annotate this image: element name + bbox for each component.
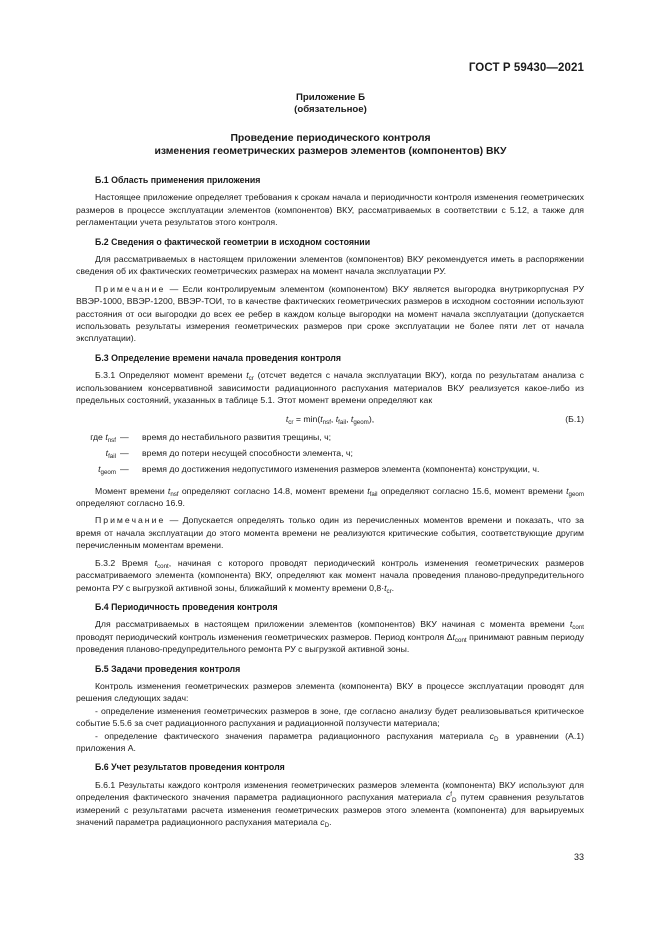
section-heading-b5: Б.5 Задачи проведения контроля bbox=[95, 663, 241, 674]
page-number: 33 bbox=[573, 852, 584, 862]
paragraph: Настоящее приложение определяет требования к срокам начала и периодичности контроля изменения геометрических размеров в процессе эксплуатации элементов (компонентов) ВКУ, рассматриваемых в соответствии с 5.12, а также для регламентации учета результатов этого контроля. bbox=[76, 192, 584, 228]
definition-row: где $t_{nsf}$ — время до нестабильного развития трещины, ч; bbox=[90, 431, 332, 444]
annex-label: Приложение Б bbox=[296, 92, 365, 103]
annex-title-line-1: Проведение периодического контроля bbox=[230, 133, 431, 144]
section-heading-b2: Б.2 Сведения о фактической геометрии в исходном состоянии bbox=[95, 236, 371, 247]
annex-title-line-2: изменения геометрических размеров элементов (компонентов) ВКУ bbox=[154, 146, 507, 157]
annex-header bbox=[0, 92, 661, 116]
section-heading-b1: Б.1 Область применения приложения bbox=[95, 175, 261, 185]
annex-status: (обязательное) bbox=[294, 104, 367, 115]
note-label: Примечание bbox=[95, 283, 166, 294]
paragraph: Для рассматриваемых в настоящем приложении элементов (компонентов) ВКУ рекомендуется иметь в распоряжении сведения об их фактических геометрических размерах на момент начала эксплуатации РУ. bbox=[76, 254, 584, 277]
note-label: Примечание bbox=[95, 515, 166, 526]
formula-b1 bbox=[76, 413, 584, 426]
annex-body bbox=[76, 174, 584, 828]
section-heading-b4: Б.4 Периодичность проведения контроля bbox=[95, 601, 278, 612]
definition-row: $t_{fail}$ — время до потери несущей способности элемента, ч; bbox=[105, 447, 353, 460]
section-heading-b6: Б.6 Учет результатов проведения контроля bbox=[95, 762, 285, 773]
section-heading-b3: Б.3 Определение времени начала проведения контроля bbox=[95, 352, 342, 363]
document-code: ГОСТ Р 59430—2021 bbox=[468, 62, 584, 74]
formula-expression: $t_{cr} = \min(t_{nsf}$, $t_{fail}$, $t_{geom}$), bbox=[285, 413, 375, 426]
formula-number: (Б.1) bbox=[565, 413, 584, 424]
definition-row: $t_{geom}$ — время до достижения недопустимого изменения размеров элемента (компонента) конструкции, ч. bbox=[98, 464, 540, 477]
list-item: - определение фактического значения параметра радиационного распухания материала $c_D$ в уравнении (А.1) приложения А. bbox=[76, 730, 584, 753]
note: Примечание — Допускается определять только один из перечисленных моментов времени и показать, что за время от начала эксплуатации до этого момента времени не реализуются критические события, соответствующие другим перечисленным моментам времени. bbox=[76, 515, 584, 551]
paragraph: Момент времени $t_{nsf}$ определяют согласно 14.8, момент времени $t_{fail}$ определяют согласно 15.6, момент времени $t_{geom}$ определяют согласно 16.9. bbox=[76, 485, 585, 509]
paragraph: Б.3.2 Время $t_{cont}$, начиная с которого проводят периодический контроль изменения геометрических размеров рассматриваемого элемента (компонента) ВКУ, определяют как момент начала проведения планово-предупредительного ремонта РУ с выгрузкой активной зоны, ближайший к моменту времени $0,8\cdot t_{cr}$. bbox=[76, 557, 584, 595]
paragraph: Для рассматриваемых в настоящем приложении элементов (компонентов) ВКУ начиная с момента времени $t_{cont}$ проводят периодический контроль изменения геометрических размеров. Период контроля $\Delta t_{cont}$ принимают равным периоду проведения планово-предупредительного ремонта РУ с выгрузкой активной зоны. bbox=[76, 619, 584, 655]
annex-title bbox=[0, 132, 661, 158]
list-item: - определение изменения геометрических размеров в зоне, где согласно анализу будет реализовываться критическое событие 5.5.6 за счет радиационного распухания и радиационной ползучести материала; bbox=[76, 705, 584, 729]
paragraph: Контроль изменения геометрических размеров элемента (компонента) ВКУ в процессе эксплуатации проводят для решения следующих задач: bbox=[76, 680, 584, 704]
paragraph: Б.3.1 Определяют момент времени $t_{cr}$ (отсчет ведется с начала эксплуатации ВКУ), когда по результатам анализа с использованием консервативной зависимости радиационного распухания материалов ВКУ реализуется какое-либо из предельных состояний, указанных в таблице 5.1. Этот момент времени определяют как bbox=[76, 370, 585, 406]
paragraph: Б.6.1 Результаты каждого контроля изменения геометрических размеров элемента (компонента) ВКУ используют для определения фактического значения параметра радиационного распухания материала $c^f_D$ путем сравнения результатов измерений с результатами расчета изменения геометрических размеров этого элемента (компонента) для варьируемых значений параметра радиационного распухания материала $c_D$. bbox=[76, 779, 584, 830]
note: Примечание — Если контролируемым элементом (компонентом) ВКУ является выгородка внутрикорпусная РУ ВВЭР-1000, ВВЭР-1200, ВВЭР-ТОИ, то в качестве фактических геометрических размеров в исходном состоянии используют расстояния от оси выгородки до всех ее ребер в каждом кольце выгородки на момент начала эксплуатации (допускается использовать результаты измерения геометрических размеров при сроке эксплуатации не более пяти лет от начала эксплуатации). bbox=[76, 283, 584, 344]
